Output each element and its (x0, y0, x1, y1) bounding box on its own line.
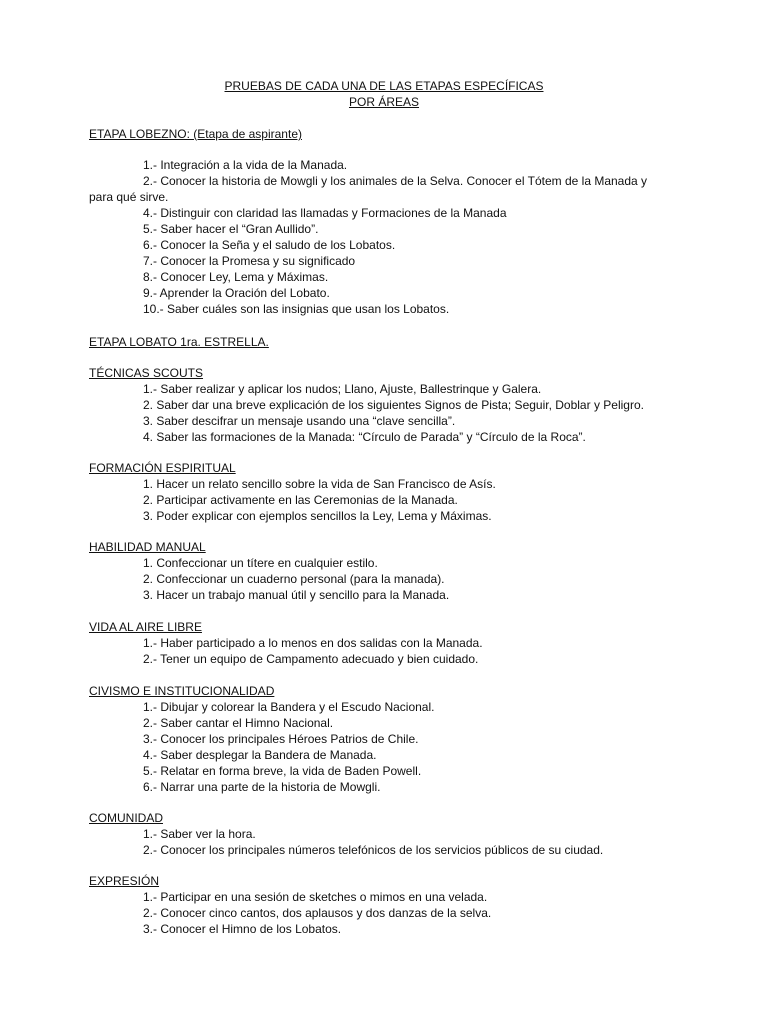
title-line-1: PRUEBAS DE CADA UNA DE LAS ETAPAS ESPECÍFICAS (224, 79, 544, 93)
section-etapa-lobato (89, 334, 689, 350)
section-heading: TÉCNICAS SCOUTS (89, 366, 204, 380)
list-item: 1. Confeccionar un títere en cualquier estilo. (143, 556, 378, 570)
list-item: 4.- Distinguir con claridad las llamadas y Formaciones de la Manada (143, 206, 507, 220)
list-item: 1.- Haber participado a lo menos en dos salidas con la Manada. (143, 636, 483, 650)
list-item: 8.- Conocer Ley, Lema y Máximas. (143, 270, 329, 284)
section-habilidad-manual (89, 539, 689, 603)
list-item: 1.- Dibujar y colorear la Bandera y el Escudo Nacional. (143, 700, 435, 714)
section-etapa-lobezno (89, 126, 689, 317)
list-item: 5.- Saber hacer el “Gran Aullido”. (143, 222, 319, 236)
section-heading: EXPRESIÓN (89, 874, 160, 888)
list-item: 2.- Tener un equipo de Campamento adecuado y bien cuidado. (143, 652, 479, 666)
list-item: 3. Poder explicar con ejemplos sencillos la Ley, Lema y Máximas. (143, 509, 492, 523)
list-item: 9.- Aprender la Oración del Lobato. (143, 286, 330, 300)
list-item: 2.- Conocer la historia de Mowgli y los animales de la Selva. Conocer el Tótem de la Manada y para qué sirve. (89, 174, 648, 204)
document-title (0, 78, 768, 110)
section-heading: ETAPA LOBEZNO: (Etapa de aspirante) (89, 127, 302, 141)
list-item: 3. Saber descifrar un mensaje usando una “clave sencilla”. (143, 414, 456, 428)
list-item: 4. Saber las formaciones de la Manada: “Círculo de Parada” y “Círculo de la Roca”. (143, 430, 586, 444)
list-item: 2.- Saber cantar el Himno Nacional. (143, 716, 334, 730)
list-item: 4.- Saber desplegar la Bandera de Manada. (143, 748, 377, 762)
list-item: 10.- Saber cuáles son las insignias que usan los Lobatos. (143, 302, 450, 316)
section-vida-aire-libre (89, 619, 689, 667)
list-item: 1.- Saber realizar y aplicar los nudos; Llano, Ajuste, Ballestrinque y Galera. (143, 382, 542, 396)
list-item: 3. Hacer un trabajo manual útil y sencillo para la Manada. (143, 588, 450, 602)
list-item: 6.- Narrar una parte de la historia de Mowgli. (143, 780, 381, 794)
list-item: 3.- Conocer los principales Héroes Patrios de Chile. (143, 732, 419, 746)
section-heading: FORMACIÓN ESPIRITUAL (89, 461, 236, 475)
list-item: 2.- Conocer los principales números telefónicos de los servicios públicos de su ciudad. (143, 843, 604, 857)
section-heading: HABILIDAD MANUAL (89, 540, 206, 554)
section-civismo (89, 683, 689, 795)
list-item: 7.- Conocer la Promesa y su significado (143, 254, 356, 268)
list-item: 3.- Conocer el Himno de los Lobatos. (143, 922, 342, 936)
title-line-2: POR ÁREAS (348, 95, 420, 109)
section-heading: VIDA AL AIRE LIBRE (89, 620, 202, 634)
list-item: 2. Participar activamente en las Ceremonias de la Manada. (143, 493, 458, 507)
list-item: 1.- Participar en una sesión de sketches o mimos en una velada. (143, 890, 488, 904)
section-comunidad (89, 810, 689, 858)
list-item: 2. Confeccionar un cuaderno personal (para la manada). (143, 572, 445, 586)
section-formacion-espiritual (89, 460, 689, 524)
list-item: 2.- Conocer cinco cantos, dos aplausos y dos danzas de la selva. (143, 906, 492, 920)
list-item: 6.- Conocer la Seña y el saludo de los Lobatos. (143, 238, 396, 252)
list-item: 1.- Integración a la vida de la Manada. (143, 158, 348, 172)
list-item: 5.- Relatar en forma breve, la vida de Baden Powell. (143, 764, 422, 778)
list-item: 2. Saber dar una breve explicación de los siguientes Signos de Pista; Seguir, Doblar y Peligro. (143, 398, 644, 412)
list-item: 1.- Saber ver la hora. (143, 827, 256, 841)
section-expresion (89, 873, 689, 937)
section-heading: CIVISMO E INSTITUCIONALIDAD (89, 684, 275, 698)
section-heading: ETAPA LOBATO 1ra. ESTRELLA. (89, 335, 269, 349)
list-item: 1. Hacer un relato sencillo sobre la vida de San Francisco de Asís. (143, 477, 496, 491)
section-heading: COMUNIDAD (89, 811, 163, 825)
section-tecnicas-scouts (89, 365, 689, 445)
